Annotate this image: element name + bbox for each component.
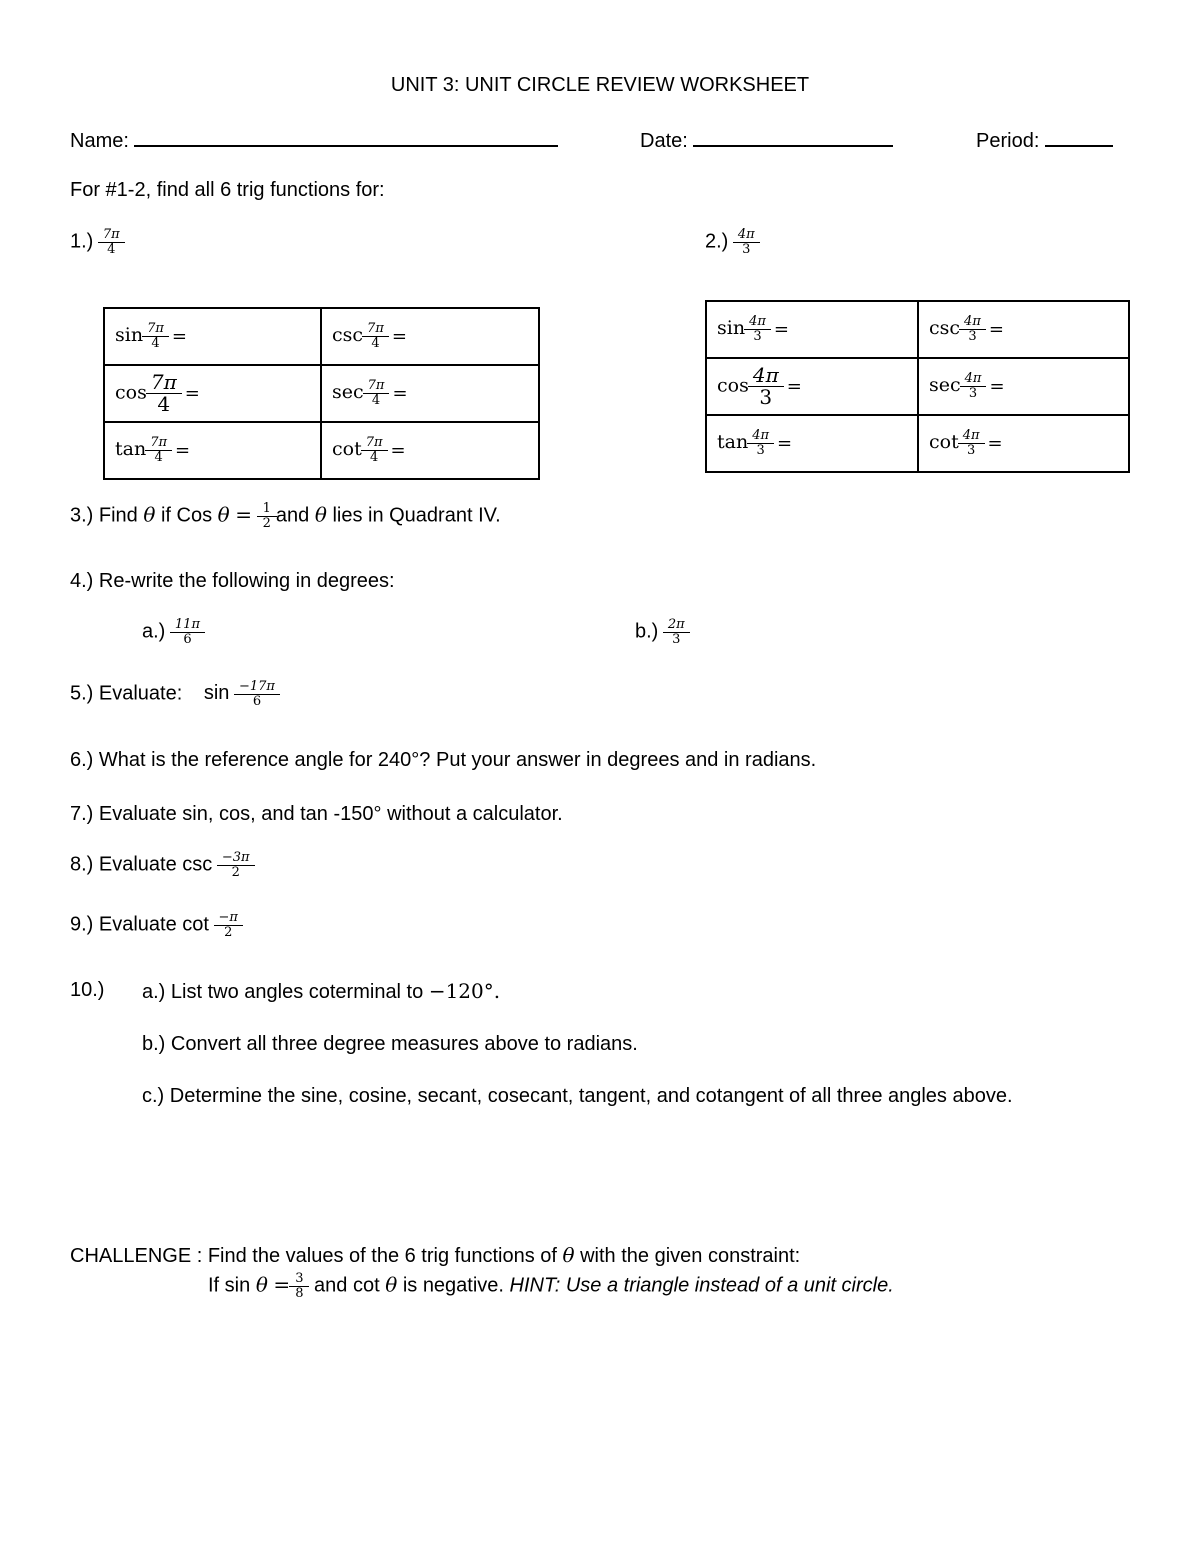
period-blank <box>1045 127 1113 147</box>
q2-label: 2.) <box>705 230 729 253</box>
q1-cell: sec $\frac{7\pi}{4}$ = <box>321 365 539 422</box>
q1-cell: tan $\frac{7\pi}{4}$ = <box>104 422 321 479</box>
name-blank <box>134 127 558 147</box>
q2-cell: cos $\frac{4\pi}{3}$ = <box>706 358 918 415</box>
q2-cell: cot $\frac{4\pi}{3}$ = <box>918 415 1129 472</box>
q1-cell: cos $\frac{7\pi}{4}$ = <box>104 365 321 422</box>
question-8: 8.) Evaluate csc $\frac{-3\pi}{2}$ <box>70 851 254 879</box>
period-field <box>976 127 1113 153</box>
q1-angle: $\frac{7\pi}{4}$ <box>101 228 122 256</box>
question-1 <box>70 228 124 256</box>
instructions: For #1-2, find all 6 trig functions for: <box>70 179 385 201</box>
challenge-label: CHALLENGE <box>70 1245 192 1267</box>
date-label: Date: <box>640 130 688 152</box>
question-4: 4.) Re-write the following in degrees: <box>70 570 395 592</box>
q2-trig-table <box>705 300 1130 473</box>
question-5: 5.) Evaluate: sin $\frac{-17\pi}{6}$ <box>70 680 279 708</box>
question-10a: a.) List two angles coterminal to −120°. <box>142 979 501 1003</box>
question-9: 9.) Evaluate cot $\frac{-\pi}{2}$ <box>70 911 242 939</box>
question-2 <box>705 228 759 256</box>
name-field <box>70 127 558 153</box>
q1-cell: cot $\frac{7\pi}{4}$ = <box>321 422 539 479</box>
q1-cell: csc $\frac{7\pi}{4}$ = <box>321 308 539 365</box>
question-4b: b.) $\frac{2\pi}{3}$ <box>635 618 689 646</box>
q1-trig-table <box>103 307 540 480</box>
page-title: UNIT 3: UNIT CIRCLE REVIEW WORKSHEET <box>390 74 810 96</box>
question-3: 3.) Find θ if Cos θ = $\frac{1}{2}$ and θ lies in Quadrant IV. <box>70 501 501 531</box>
challenge-prompt: CHALLENGE : Find the values of the 6 trig functions of θ with the given constraint: <box>70 1243 801 1267</box>
date-field <box>640 127 893 153</box>
q3-fraction: $\frac{1}{2}$ <box>260 502 274 530</box>
q2-cell: sec $\frac{4\pi}{3}$ = <box>918 358 1129 415</box>
question-10-label: 10.) <box>70 979 105 1001</box>
q2-cell: csc $\frac{4\pi}{3}$ = <box>918 301 1129 358</box>
challenge-hint: HINT: Use a triangle instead of a unit circle. <box>509 1274 894 1297</box>
q2-cell: sin $\frac{4\pi}{3}$ = <box>706 301 918 358</box>
question-6: 6.) What is the reference angle for 240°? Put your answer in degrees and in radians. <box>70 749 817 771</box>
question-7: 7.) Evaluate sin, cos, and tan -150° without a calculator. <box>70 803 563 825</box>
name-label: Name: <box>70 130 129 152</box>
date-blank <box>693 127 893 147</box>
q1-label: 1.) <box>70 230 94 253</box>
question-4a: a.) $\frac{11\pi}{6}$ <box>142 618 204 646</box>
q2-angle: $\frac{4\pi}{3}$ <box>736 228 757 256</box>
question-10c: c.) Determine the sine, cosine, secant, cosecant, tangent, and cotangent of all three angles above. <box>142 1085 1013 1107</box>
question-10b: b.) Convert all three degree measures above to radians. <box>142 1033 638 1055</box>
challenge-constraint: If sin θ = $\frac{3}{8}$ and cot θ is negative. HINT: Use a triangle instead of a unit circle. <box>208 1271 894 1301</box>
q1-cell: sin $\frac{7\pi}{4}$ = <box>104 308 321 365</box>
period-label: Period: <box>976 130 1040 152</box>
q2-cell: tan $\frac{4\pi}{3}$ = <box>706 415 918 472</box>
